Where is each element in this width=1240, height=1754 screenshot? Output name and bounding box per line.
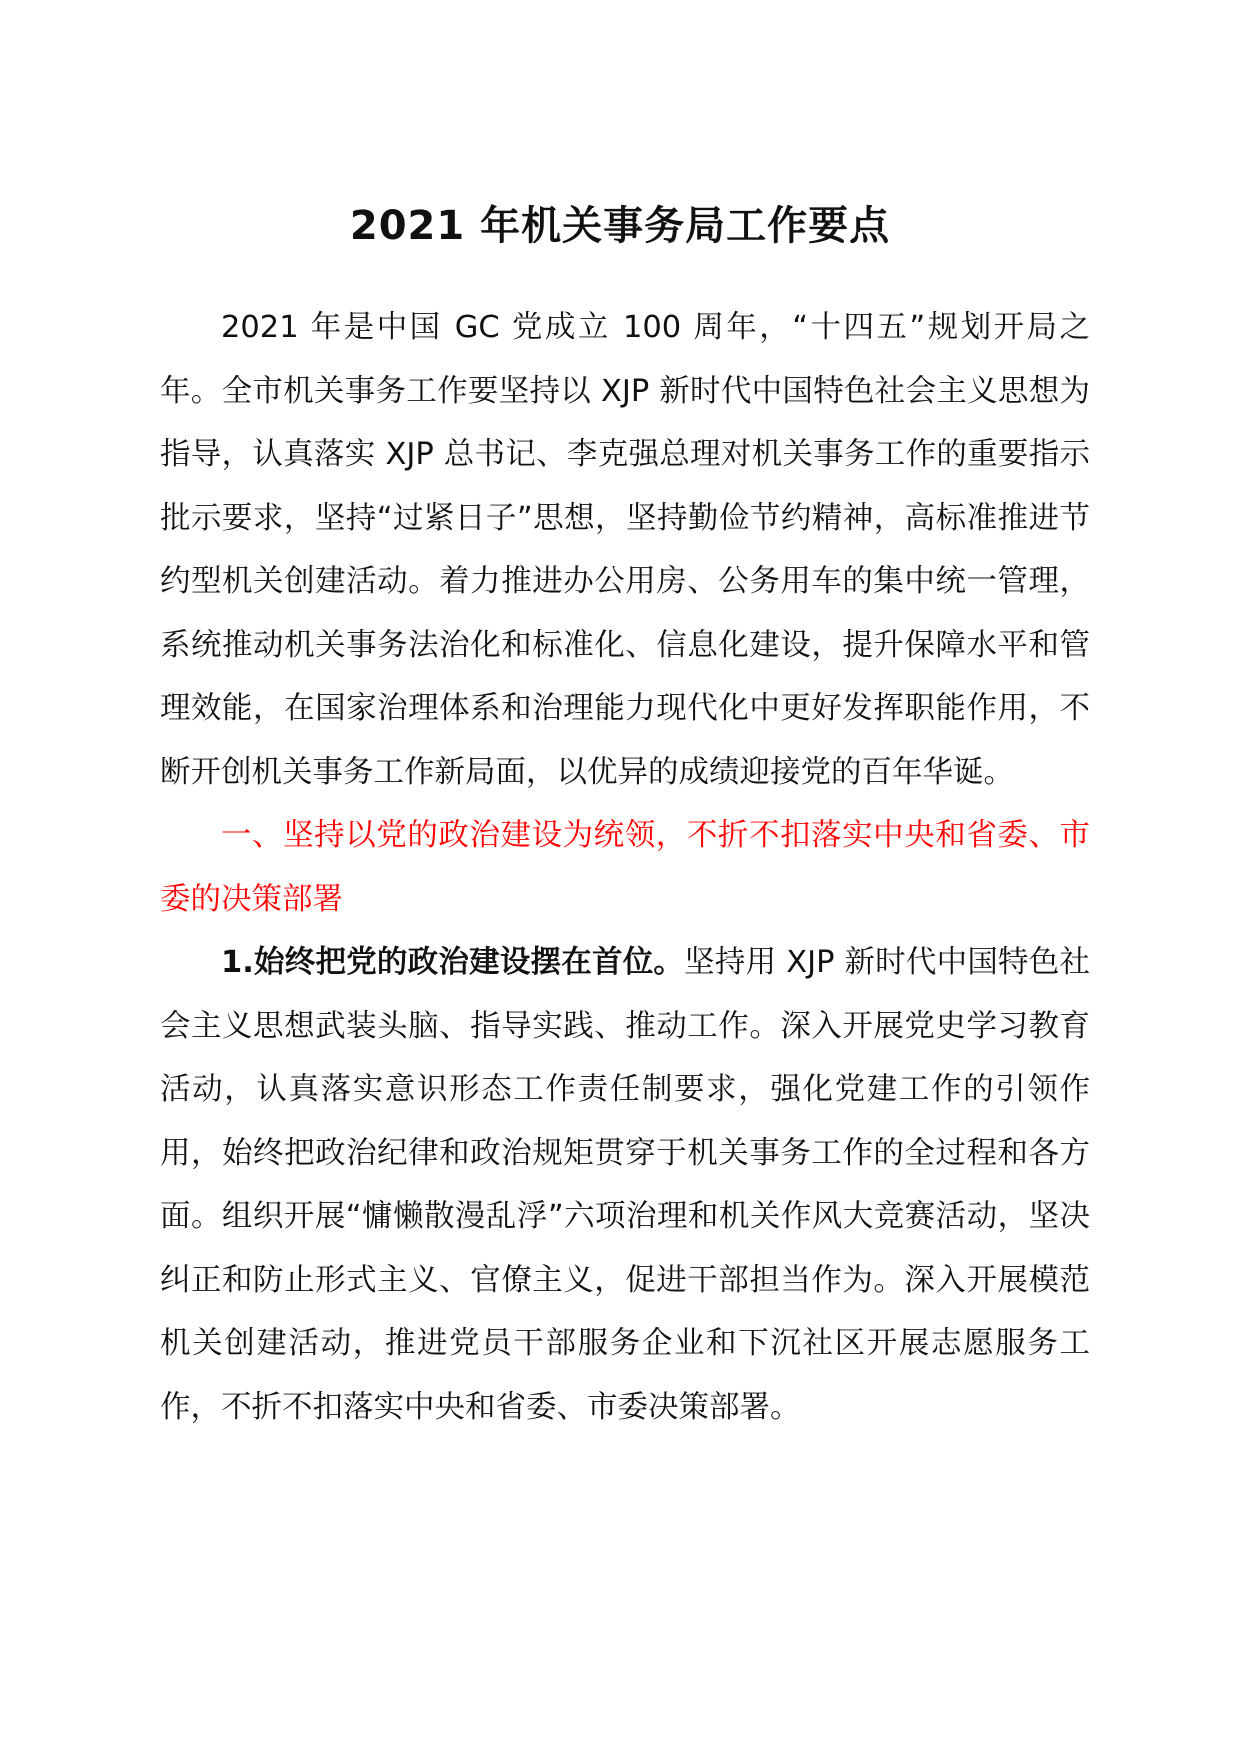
item-1-text: 坚持用 XJP 新时代中国特色社会主义思想武装头脑、指导实践、推动工作。深入开展党史学习教育活动，认真落实意识形态工作责任制要求，强化党建工作的引领作用，始终把政治纪律和政治规矩贯穿于机关事务工作的全过程和各方面。组织开展“慵懒散漫乱浮”六项治理和机关作风大竞赛活动，坚决纠正和防止形式主义、官僚主义，促进干部担当作为。深入开展模范机关创建活动，推进党员干部服务企业和下沉社区开展志愿服务工作，不折不扣落实中央和省委、市委决策部署。 [160, 945, 1091, 1425]
section-1-block [160, 804, 1090, 931]
document-title: 2021 年机关事务局工作要点 [349, 203, 891, 249]
intro-paragraph: 2021 年是中国 GC 党成立 100 周年，“十四五”规划开局之年。全市机关事务工作要坚持以 XJP 新时代中国特色社会主义思想为指导，认真落实 XJP 总书记、李克强总理对机关事务工作的重要指示批示要求，坚持“过紧日子”思想，坚持勤俭节约精神，高标准推进节约型机关创建活动。着力推进办公用房、公务用车的集中统一管理，系统推动机关事务法治化和标准化、信息化建设，提升保障水平和管理效能，在国家治理体系和治理能力现代化中更好发挥职能作用，不断开创机关事务工作新局面，以优异的成绩迎接党的百年华诞。 [160, 310, 1090, 790]
intro-block [160, 296, 1090, 804]
item-1-paragraph [160, 931, 1090, 1439]
section-1-heading: 一、坚持以党的政治建设为统领，不折不扣落实中央和省委、市委的决策部署 [160, 818, 1090, 917]
item-1-block [160, 931, 1090, 1439]
item-1-lead: 1.始终把党的政治建设摆在首位。 [221, 945, 685, 980]
